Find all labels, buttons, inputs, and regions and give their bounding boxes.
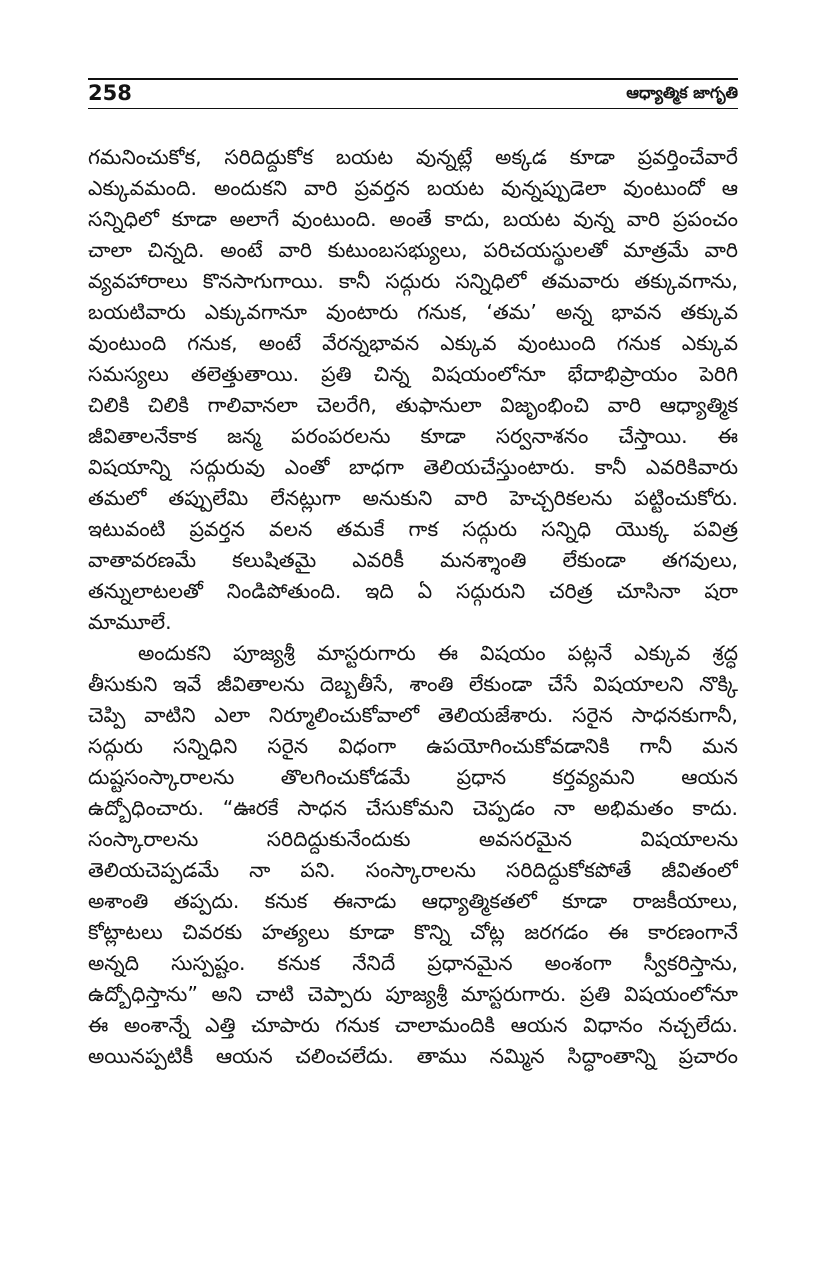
text-line: చాలా చిన్నది. అంటే వారి కుటుంబసభ్యులు, పరిచయస్థులతో మాత్రమే వారి <box>88 238 738 262</box>
text-line: అయినప్పటికీ ఆయన చలించలేదు. తాము నమ్మిన సిద్ధాంతాన్ని ప్రచారం <box>88 1044 738 1068</box>
text-line: సన్నిధిలో కూడా అలాగే వుంటుంది. అంతే కాదు, బయట వున్న వారి ప్రపంచం <box>88 207 738 231</box>
body-text <box>88 142 738 1072</box>
text-line: చిలికి చిలికి గాలివానలా చెలరేగి, తుఫానులా విజృంభించి వారి ఆధ్యాత్మిక <box>88 393 738 417</box>
text-line: వాతావరణమే కలుషితమై ఎవరికీ మనశ్శాంతి లేకుండా తగవులు, <box>88 548 738 572</box>
text-line: ఇటువంటి ప్రవర్తన వలన తమకే గాక సద్గురు సన్నిధి యొక్క పవిత్ర <box>88 517 738 541</box>
page-number: 258 <box>88 81 132 105</box>
text-line: జీవితాలనేకాక జన్మ పరంపరలను కూడా సర్వనాశనం చేస్తాయి. ఈ <box>88 424 738 448</box>
text-line: కోట్లాటలు చివరకు హత్యలు కూడా కొన్ని చోట్ల జరగడం ఈ కారణంగానే <box>88 920 738 944</box>
text-line: అన్నది సుస్పష్టం. కనుక నేనిదే ప్రధానమైన అంశంగా స్వీకరిస్తాను, <box>88 951 738 975</box>
text-line: తెలియచెప్పడమే నా పని. సంస్కారాలను సరిదిద్దుకోకపోతే జీవితంలో <box>88 858 738 882</box>
text-line: సంస్కారాలను సరిదిద్దుకునేందుకు అవసరమైన విషయాలను <box>88 827 738 851</box>
text-line: ఉద్బోధిస్తాను” అని చాటి చెప్పారు పూజ్యశ్రీ మాస్టరుగారు. ప్రతి విషయంలోనూ <box>88 982 738 1006</box>
text-line: చెప్పి వాటిని ఎలా నిర్మూలించుకోవాలో తెలియజేశారు. సరైన సాధనకుగానీ, <box>88 703 738 727</box>
text-line: వుంటుంది గనుక, అంటే వేరన్నభావన ఎక్కువ వుంటుంది గనుక ఎక్కువ <box>88 331 738 355</box>
running-title: ఆధ్యాత్మిక జాగృతి <box>626 83 738 102</box>
text-line: తన్నులాటలతో నిండిపోతుంది. ఇది ఏ సద్గురుని చరిత్ర చూసినా షరా <box>88 579 738 603</box>
text-line: తమలో తప్పులేమి లేనట్లుగా అనుకుని వారి హెచ్చరికలను పట్టించుకోరు. <box>88 486 738 510</box>
text-line: విషయాన్ని సద్గురువు ఎంతో బాధగా తెలియచేస్తుంటారు. కానీ ఎవరికివారు <box>88 455 738 479</box>
text-line: అశాంతి తప్పదు. కనుక ఈనాడు ఆధ్యాత్మికతలో కూడా రాజకీయాలు, <box>88 889 738 913</box>
text-line: ఎక్కువమంది. అందుకని వారి ప్రవర్తన బయట వున్నప్పుడెలా వుంటుందో ఆ <box>88 176 738 200</box>
text-line: అందుకని పూజ్యశ్రీ మాస్టరుగారు ఈ విషయం పట్లనే ఎక్కువ శ్రద్ధ <box>138 641 738 665</box>
text-line: ఈ అంశాన్నే ఎత్తి చూపారు గనుక చాలామందికి ఆయన విధానం నచ్చలేదు. <box>88 1013 738 1037</box>
text-line: సద్గురు సన్నిధిని సరైన విధంగా ఉపయోగించుకోవడానికి గానీ మన <box>88 734 738 758</box>
text-line: బయటివారు ఎక్కువగానూ వుంటారు గనుక, ‘తమ’ అన్న భావన తక్కువ <box>88 300 738 324</box>
text-line: తీసుకుని ఇవే జీవితాలను దెబ్బతీసే, శాంతి లేకుండా చేసే విషయాలని నొక్కి <box>88 672 738 696</box>
text-line: మామూలే. <box>88 610 172 634</box>
text-line: వ్యవహారాలు కొనసాగుగాయి. కానీ సద్గురు సన్నిధిలో తమవారు తక్కువగాను, <box>88 269 738 293</box>
page-header <box>88 78 738 109</box>
text-line: సమస్యలు తలెత్తుతాయి. ప్రతి చిన్న విషయంలోనూ భేదాభిప్రాయం పెరిగి <box>88 362 738 386</box>
text-line: ఉద్బోధించారు. “ఊరకే సాధన చేసుకోమని చెప్పడం నా అభిమతం కాదు. <box>88 796 738 820</box>
text-line: గమనించుకోక, సరిదిద్దుకోక బయట వున్నట్లే అక్కడ కూడా ప్రవర్తించేవారే <box>88 145 738 169</box>
text-line: దుష్టసంస్కారాలను తొలగించుకోడమే ప్రధాన కర్తవ్యమని ఆయన <box>88 765 738 789</box>
